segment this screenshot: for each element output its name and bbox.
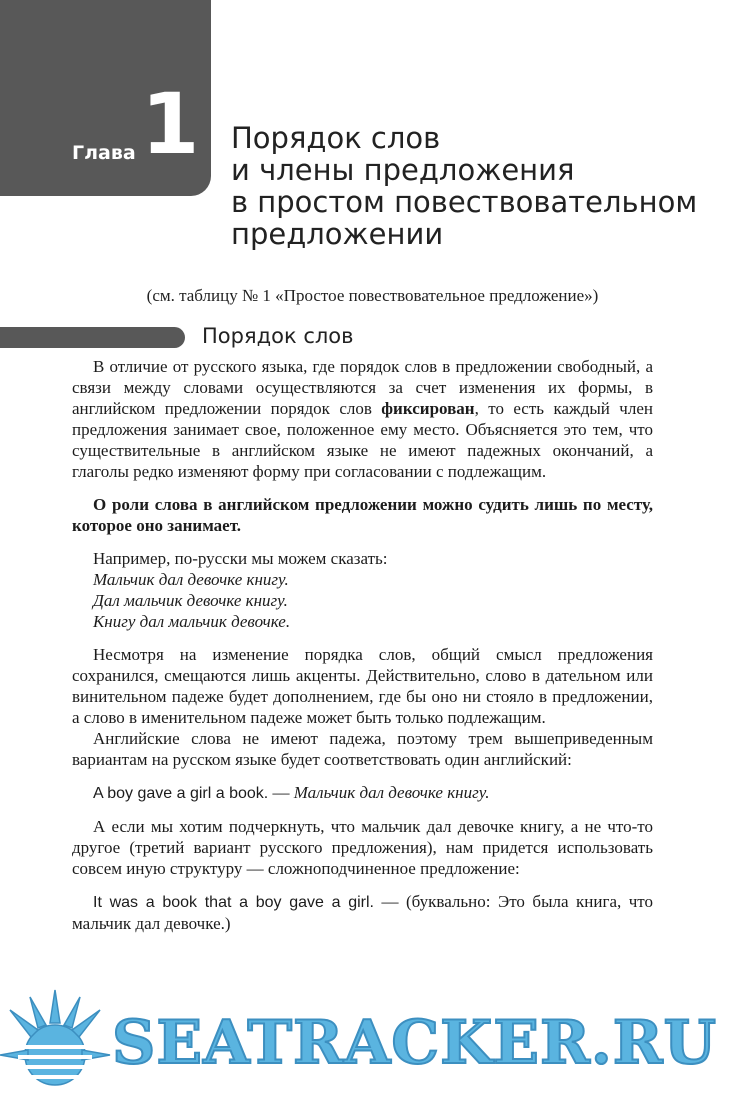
body-text: [72, 356, 653, 934]
emphasis-word: фиксирован: [381, 399, 475, 418]
paragraph-4: Несмотря на изменение порядка слов, общий смысл предложения сохранился, смещаются лишь акценты. Действительно, слово в дательном или винительном падеже будет дополнением, где бы оно ни стояло в предложении, а слово в именительном падеже может быть только подлежащим.: [72, 645, 653, 727]
chapter-title: [231, 122, 731, 250]
example-item: [93, 611, 653, 632]
example-text: Дал мальчик девочке книгу.: [93, 591, 288, 610]
paragraph-3-intro: Например, по-русски мы можем сказать:: [93, 549, 388, 568]
table-reference: (см. таблицу № 1 «Простое повествовательное предложение»): [146, 286, 599, 305]
paragraph-2: [72, 494, 653, 536]
paragraph-5: Английские слова не имеют падежа, поэтому трем вышеприведенным вариантам на русском языке будет соответствовать один английский:: [72, 729, 653, 769]
english-sentence: A boy gave a girl a book.: [93, 785, 269, 802]
example-text: Мальчик дал девочке книгу.: [93, 570, 289, 589]
paragraph-text: , то есть каждый член предложения занимает свое, положенное ему место. Объясняется это тем, что существительные в английском языке не имеют падежных окончаний, а глаголы редко изменяют форму при согласовании с подлежащим.: [72, 399, 653, 481]
english-example-1: [72, 782, 653, 804]
russian-translation: — (буквально: Это была книга, что мальчик дал девочке.): [72, 892, 654, 933]
chapter-title-line: предложении: [231, 217, 444, 251]
russian-translation: Мальчик дал девочке книгу.: [293, 783, 490, 802]
example-text: Книгу дал мальчик девочке.: [93, 612, 291, 631]
section-marker-bar: [0, 327, 185, 348]
chapter-number: 1: [141, 75, 200, 173]
paragraph-1: [72, 356, 653, 482]
chapter-title-line: и члены предложения: [231, 153, 575, 187]
paragraph-6: А если мы хотим подчеркнуть, что мальчик дал девочке книгу, а не что-то другое (третий вариант русского предложения), нам придется использовать совсем иную структуру — сложноподчиненное предложение:: [72, 817, 653, 878]
dash: —: [268, 783, 294, 802]
chapter-title-line: Порядок слов: [231, 121, 441, 155]
chapter-title-line: в простом повествовательном: [231, 185, 698, 219]
chapter-label: Глава: [72, 142, 136, 164]
english-example-2: [72, 891, 653, 934]
paragraph-text: В отличие от русского языка, где порядок слов в предложении свободный, а связи между словами осуществляются за счет изменения их формы, в английском предложении порядок слов: [72, 357, 653, 418]
example-list: [72, 569, 653, 632]
watermark-text: SEATRACKER.RU: [112, 1008, 717, 1078]
bold-statement: О роли слова в английском предложении можно судить лишь по месту, которое оно занимает.: [72, 495, 653, 535]
example-item: [93, 569, 653, 590]
example-item: [93, 590, 653, 611]
english-sentence: It was a book that a boy gave a girl.: [93, 894, 374, 911]
section-title: Порядок слов: [202, 324, 354, 348]
